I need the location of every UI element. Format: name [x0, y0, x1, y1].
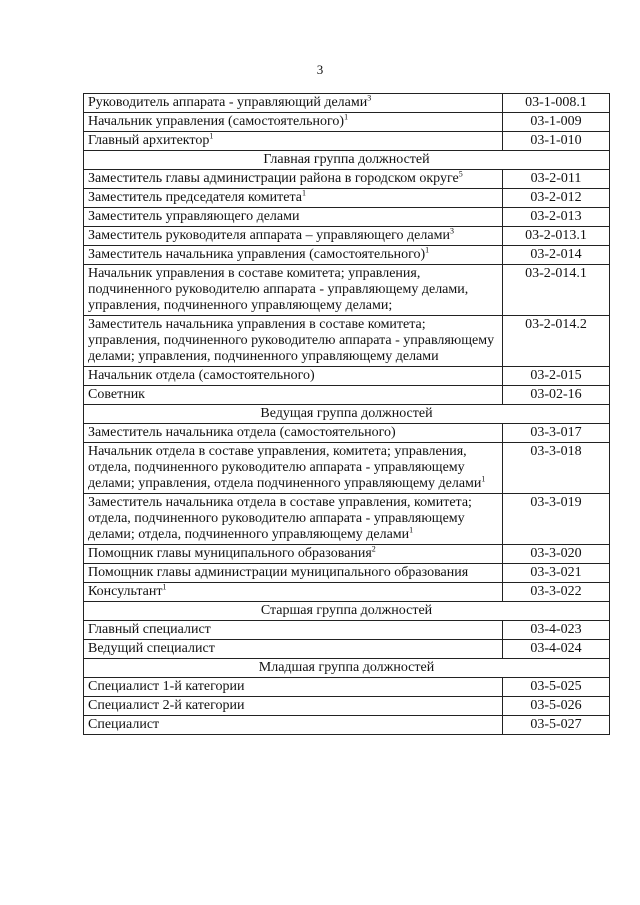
position-code: 03-3-021 — [503, 564, 610, 583]
group-header-row — [84, 405, 610, 424]
group-header: Ведущая группа должностей — [84, 405, 610, 424]
footnote-marker: 1 — [481, 474, 486, 484]
position-code: 03-2-014.1 — [503, 265, 610, 316]
position-code: 03-1-010 — [503, 132, 610, 151]
position-title-cell — [84, 208, 503, 227]
position-code: 03-5-026 — [503, 697, 610, 716]
footnote-marker: 3 — [367, 93, 372, 103]
position-code: 03-2-014.2 — [503, 316, 610, 367]
position-title-cell — [84, 316, 503, 367]
position-row — [84, 386, 610, 405]
position-row — [84, 564, 610, 583]
position-code: 03-3-018 — [503, 443, 610, 494]
position-title: Специалист 2-й категории — [88, 698, 245, 713]
position-code: 03-5-027 — [503, 716, 610, 735]
position-code: 03-1-009 — [503, 113, 610, 132]
position-title-cell — [84, 424, 503, 443]
position-title: Начальник управления в составе комитета; управления, подчиненного руководителю аппарата - управляющему делами, управления, подчиненного управляющему делами; — [88, 266, 469, 313]
footnote-marker: 2 — [371, 544, 376, 554]
position-title: Советник — [88, 387, 145, 402]
footnote-marker: 1 — [209, 131, 214, 141]
position-title: Специалист 1-й категории — [88, 679, 245, 694]
position-code: 03-2-015 — [503, 367, 610, 386]
position-row — [84, 208, 610, 227]
position-row — [84, 583, 610, 602]
position-title: Главный специалист — [88, 622, 211, 637]
position-row — [84, 716, 610, 735]
position-row — [84, 367, 610, 386]
position-title-cell — [84, 678, 503, 697]
page-number: 3 — [316, 62, 324, 77]
position-title: Заместитель начальника отдела (самостоятельного) — [88, 425, 396, 440]
position-row — [84, 316, 610, 367]
position-title: Помощник главы администрации муниципального образования — [88, 565, 469, 580]
position-title-cell — [84, 113, 503, 132]
position-title-cell — [84, 564, 503, 583]
group-header: Младшая группа должностей — [84, 659, 610, 678]
position-code: 03-2-012 — [503, 189, 610, 208]
position-title-cell — [84, 265, 503, 316]
positions-table-body — [84, 94, 610, 735]
footnote-marker: 1 — [425, 245, 430, 255]
position-title: Начальник отдела в составе управления, комитета; управления, отдела, подчиненного руководителю аппарата - управляющему делами; управления, отдела подчиненного управляющему делами — [88, 444, 482, 491]
position-title-cell — [84, 621, 503, 640]
position-code: 03-5-025 — [503, 678, 610, 697]
position-code: 03-2-011 — [503, 170, 610, 189]
position-title: Начальник отдела (самостоятельного) — [88, 368, 315, 383]
group-header-row — [84, 151, 610, 170]
position-row — [84, 113, 610, 132]
footnote-marker: 1 — [344, 112, 349, 122]
position-row — [84, 640, 610, 659]
position-code: 03-4-024 — [503, 640, 610, 659]
position-title: Специалист — [88, 717, 160, 732]
position-title-cell — [84, 697, 503, 716]
footnote-marker: 1 — [162, 582, 167, 592]
position-code: 03-2-014 — [503, 246, 610, 265]
positions-table — [83, 93, 610, 735]
position-title-cell — [84, 94, 503, 113]
group-header-row — [84, 659, 610, 678]
position-title: Заместитель председателя комитета — [88, 190, 302, 205]
position-title: Главный архитектор — [88, 133, 210, 148]
position-row — [84, 265, 610, 316]
position-row — [84, 443, 610, 494]
position-row — [84, 132, 610, 151]
position-title: Начальник управления (самостоятельного) — [88, 114, 345, 129]
position-title: Заместитель начальника отдела в составе управления, комитета; отдела, подчиненного руководителю аппарата - управляющему делами; отдела, подчиненного управляющему делами — [88, 495, 472, 542]
position-row — [84, 94, 610, 113]
position-title: Помощник главы муниципального образования — [88, 546, 372, 561]
position-code: 03-3-017 — [503, 424, 610, 443]
position-title-cell — [84, 367, 503, 386]
position-title-cell — [84, 246, 503, 265]
footnote-marker: 3 — [449, 226, 454, 236]
position-title: Консультант — [88, 584, 163, 599]
position-row — [84, 697, 610, 716]
footnote-marker: 1 — [409, 525, 414, 535]
footnote-marker: 1 — [301, 188, 306, 198]
footnote-marker: 5 — [458, 169, 463, 179]
position-row — [84, 621, 610, 640]
position-title: Руководитель аппарата - управляющий делами — [88, 95, 368, 110]
position-title-cell — [84, 189, 503, 208]
position-code: 03-3-022 — [503, 583, 610, 602]
position-row — [84, 189, 610, 208]
group-header: Главная группа должностей — [84, 151, 610, 170]
position-code: 03-1-008.1 — [503, 94, 610, 113]
position-code: 03-3-020 — [503, 545, 610, 564]
group-header-row — [84, 602, 610, 621]
position-code: 03-02-16 — [503, 386, 610, 405]
position-code: 03-3-019 — [503, 494, 610, 545]
position-title: Заместитель руководителя аппарата – управляющего делами — [88, 228, 450, 243]
position-row — [84, 227, 610, 246]
position-code: 03-4-023 — [503, 621, 610, 640]
position-title-cell — [84, 640, 503, 659]
position-title: Заместитель главы администрации района в городском округе — [88, 171, 459, 186]
position-title-cell — [84, 545, 503, 564]
position-row — [84, 678, 610, 697]
position-row — [84, 494, 610, 545]
position-title-cell — [84, 170, 503, 189]
position-title: Заместитель начальника управления (самостоятельного) — [88, 247, 426, 262]
position-title-cell — [84, 227, 503, 246]
position-title-cell — [84, 494, 503, 545]
position-title-cell — [84, 443, 503, 494]
position-title: Заместитель начальника управления в составе комитета; управления, подчиненного руководителю аппарата - управляющему делами; управления, подчиненного управляющему делами — [88, 317, 495, 364]
position-title-cell — [84, 583, 503, 602]
position-row — [84, 545, 610, 564]
position-row — [84, 170, 610, 189]
position-title-cell — [84, 386, 503, 405]
group-header: Старшая группа должностей — [84, 602, 610, 621]
position-title-cell — [84, 132, 503, 151]
position-title-cell — [84, 716, 503, 735]
position-title: Заместитель управляющего делами — [88, 209, 300, 224]
position-code: 03-2-013.1 — [503, 227, 610, 246]
position-code: 03-2-013 — [503, 208, 610, 227]
position-title: Ведущий специалист — [88, 641, 215, 656]
position-row — [84, 246, 610, 265]
position-row — [84, 424, 610, 443]
